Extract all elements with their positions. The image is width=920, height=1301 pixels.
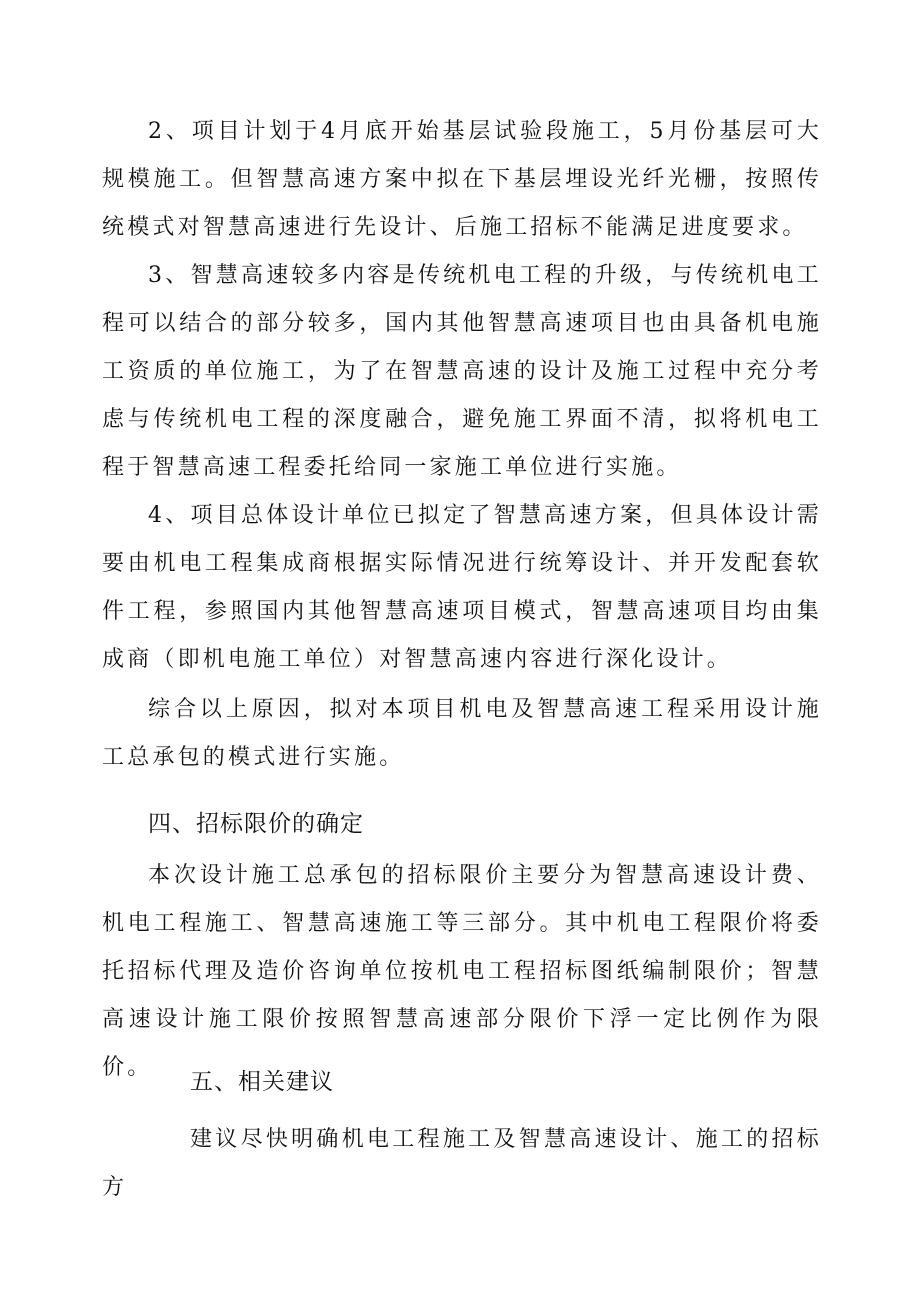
paragraph-summary: 综合以上原因，拟对本项目机电及智慧高速工程采用设计施工总承包的模式进行实施。 [102,697,822,770]
section-4-heading: 四、招标限价的确定 [148,811,364,837]
section-5-paragraph: 建议尽快明确机电工程施工及智慧高速设计、施工的招标方 [102,1127,822,1200]
section-4-paragraph: 本次设计施工总承包的招标限价主要分为智慧高速设计费、机电工程施工、智慧高速施工等三部分。其中机电工程限价将委托招标代理及造价咨询单位按机电工程招标图纸编制限价；智慧高速设计施工限价按照智慧高速部分限价下浮一定比例作为限价。 [102,863,822,1080]
paragraph-item-3: 3、智慧高速较多内容是传统机电工程的升级，与传统机电工程可以结合的部分较多，国内其他智慧高速项目也由具备机电施工资质的单位施工，为了在智慧高速的设计及施工过程中充分考虑与传统机电工程的深度融合，避免施工界面不清，拟将机电工程于智慧高速工程委托给同一家施工单位进行实施。 [102,263,822,480]
paragraph-item-2: 2、项目计划于4月底开始基层试验段施工，5月份基层可大规模施工。但智慧高速方案中拟在下基层埋设光纤光栅，按照传统模式对智慧高速进行先设计、后施工招标不能满足进度要求。 [102,119,822,240]
paragraph-item-4: 4、项目总体设计单位已拟定了智慧高速方案，但具体设计需要由机电工程集成商根据实际情况进行统筹设计、并开发配套软件工程，参照国内其他智慧高速项目模式，智慧高速项目均由集成商（即机电施工单位）对智慧高速内容进行深化设计。 [102,503,822,672]
section-5-heading: 五、相关建议 [190,1069,334,1095]
